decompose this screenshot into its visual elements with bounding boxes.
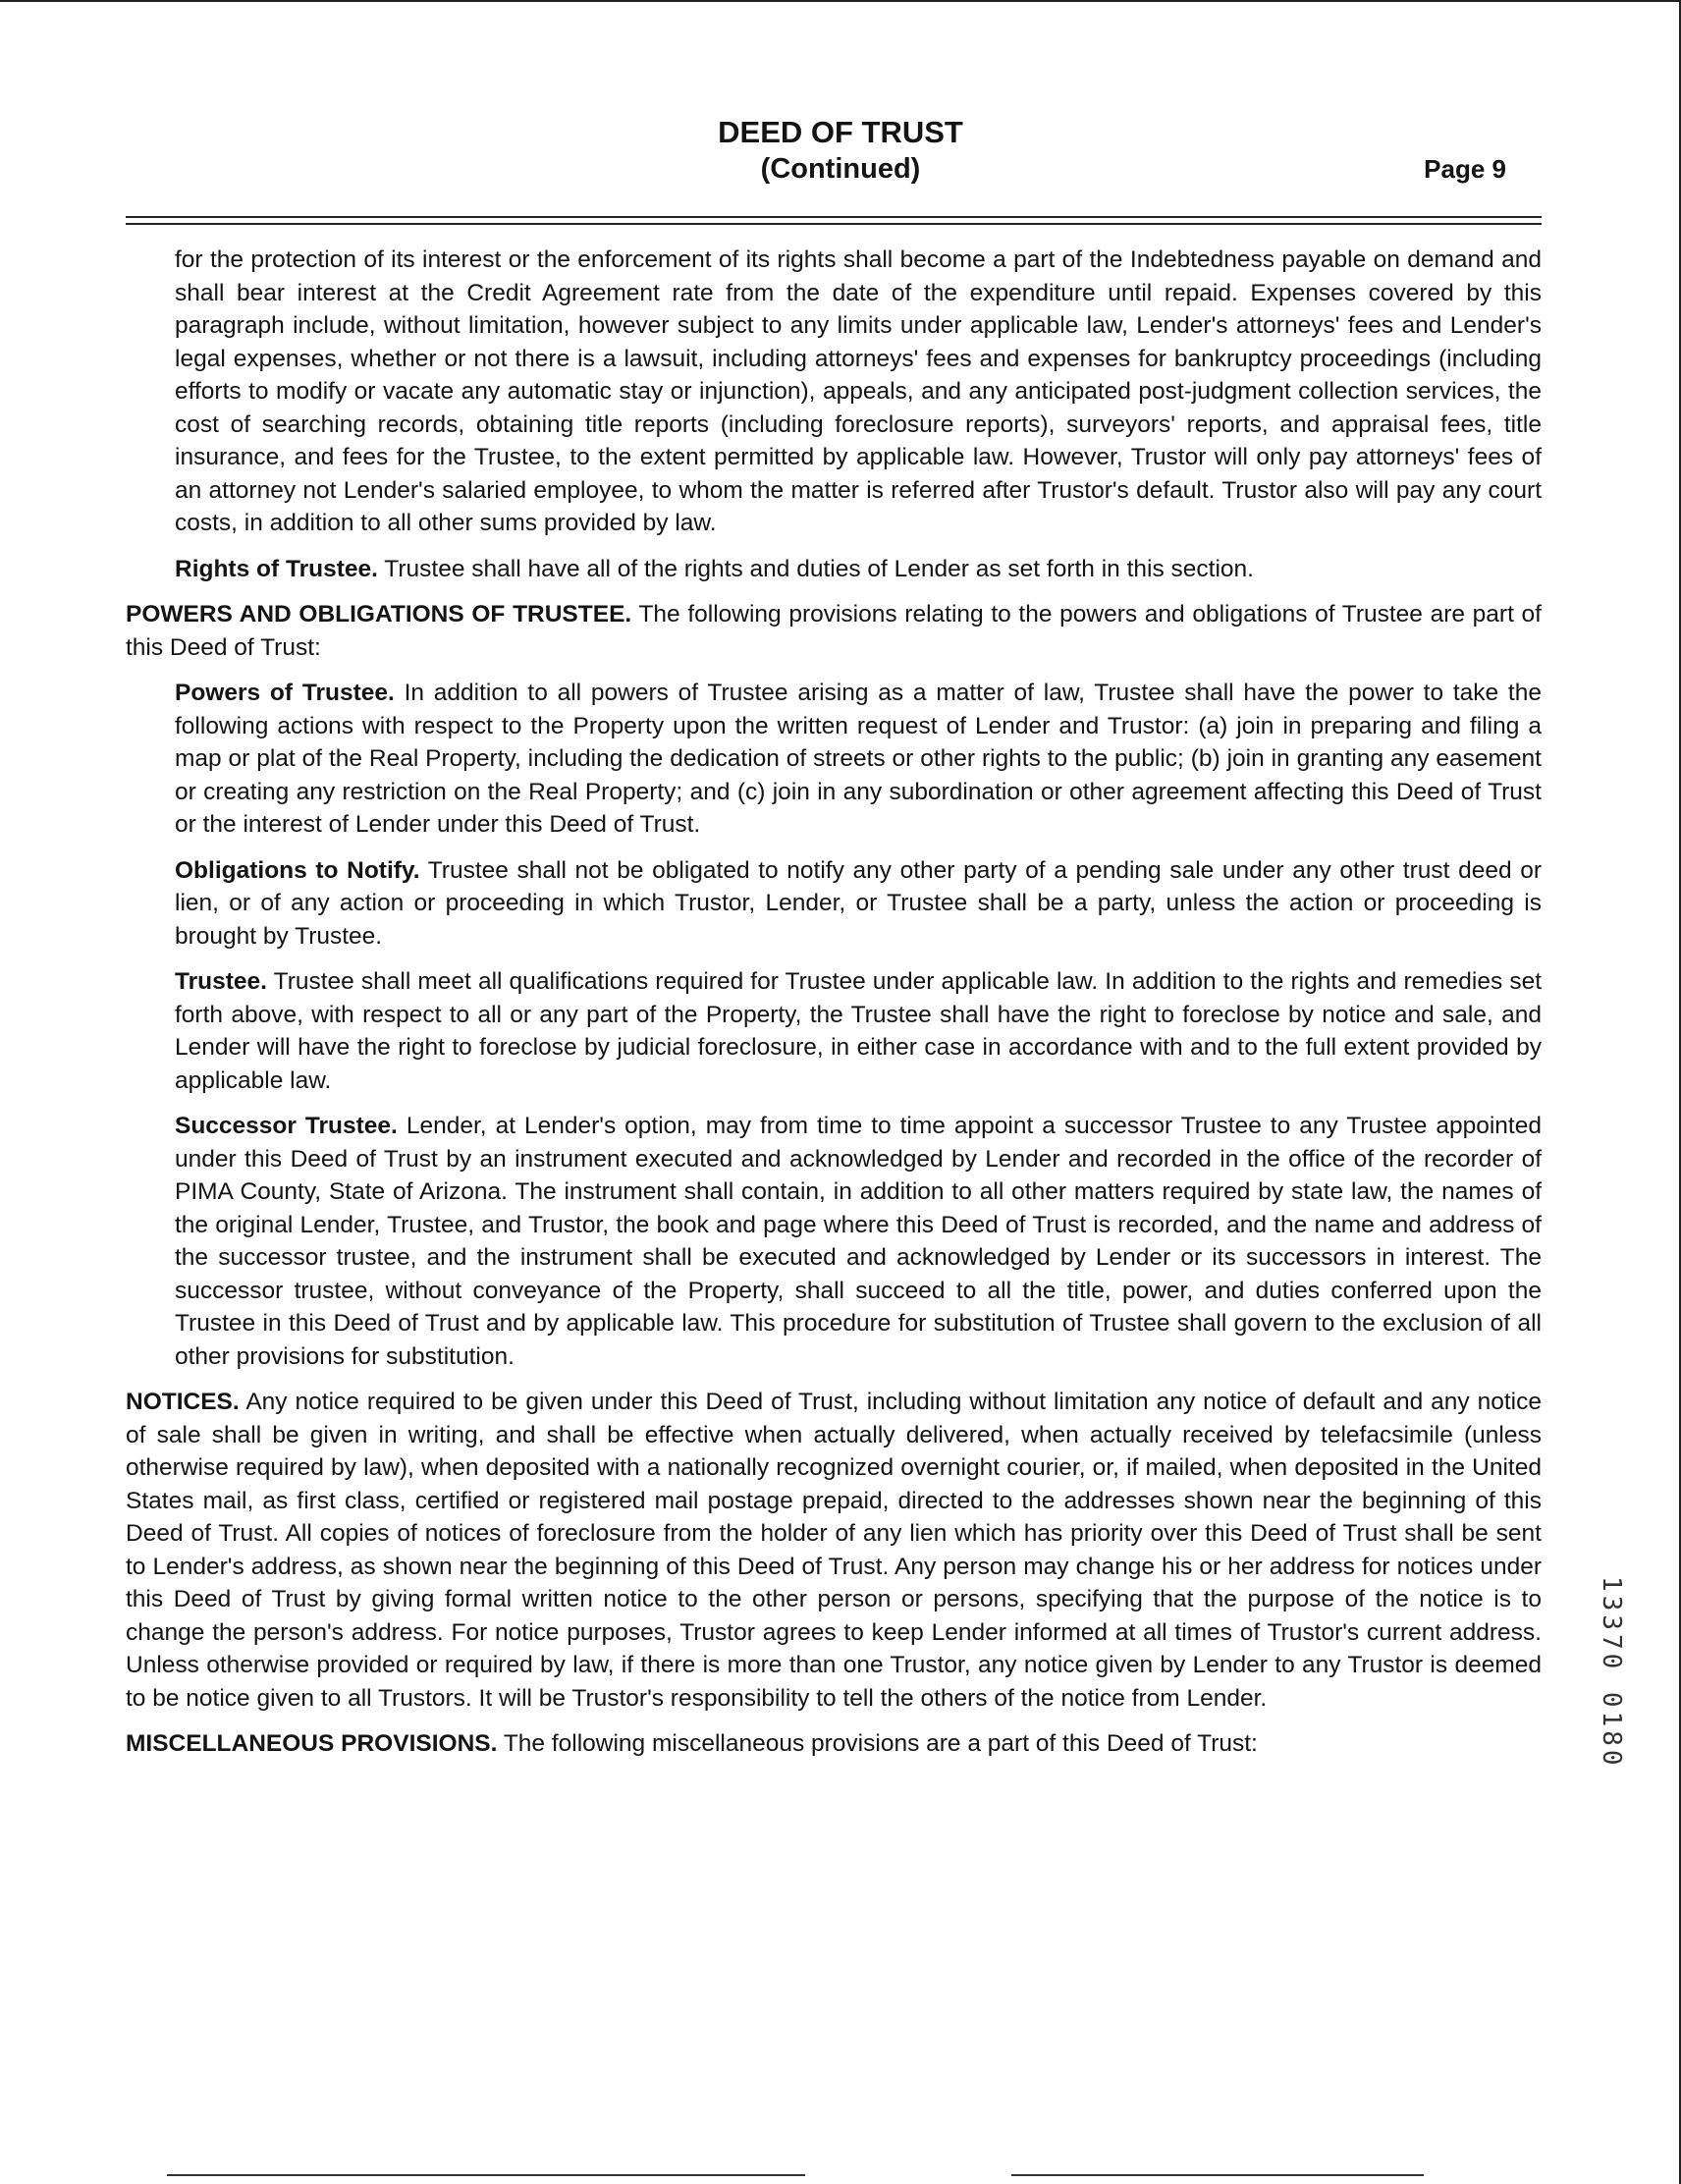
rights-of-trustee-text: Trustee shall have all of the rights and duties of Lender as set forth in this section. <box>384 555 1254 582</box>
powers-of-trustee-heading: Powers of Trustee. <box>175 680 395 706</box>
document-body <box>126 244 1542 1761</box>
section-notices <box>126 1386 1542 1715</box>
recording-number: 13370 0180 <box>1597 1576 1626 1770</box>
miscellaneous-heading: MISCELLANEOUS PROVISIONS. <box>126 1730 498 1757</box>
rights-of-trustee-heading: Rights of Trustee. <box>175 555 378 582</box>
header-rule-bottom <box>126 223 1542 225</box>
document-title: DEED OF TRUST <box>718 115 963 149</box>
notices-text: Any notice required to be given under this Deed of Trust, including without limitation any notice of default and any notice of sale shall be given in writing, and shall be effective when actually delivered, when actually received by telefacsimile (unless otherwise required by law), when deposited with a nationally recognized overnight courier, or, if mailed, when deposited in the United States mail, as first class, certified or registered mail postage prepaid, directed to the addresses shown near the beginning of this Deed of Trust. All copies of notices of foreclosure from the holder of any lien which has priority over this Deed of Trust shall be sent to Lender's address, as shown near the beginning of this Deed of Trust. Any person may change his or her address for notices under this Deed of Trust by giving formal written notice to the other person or persons, specifying that the purpose of the notice is to change the person's address. For notice purposes, Trustor agrees to keep Lender informed at all times of Trustor's current address. Unless otherwise provided or required by law, if there is more than one Trustor, any notice given by Lender to any Trustor is deemed to be notice given to all Trustors. It will be Trustor's responsibility to tell the others of the notice from Lender. <box>126 1389 1543 1712</box>
section-miscellaneous <box>126 1727 1542 1761</box>
successor-trustee-text: Lender, at Lender's option, may from time to time appoint a successor Trustee to any Trustee appointed under this Deed of Trust by an instrument executed and acknowledged by Lender and recorded in the office of the recorder of PIMA County, State of Arizona. The instrument shall contain, in addition to all other matters required by state law, the names of the original Lender, Trustee, and Trustor, the book and page where this Deed of Trust is recorded, and the name and address of the successor trustee, and the instrument shall be executed and acknowledged by Lender or its successors in interest. The successor trustee, without conveyance of the Property, shall succeed to all the title, power, and duties conferred upon the Trustee in this Deed of Trust and by applicable law. This procedure for substitution of Trustee shall govern to the exclusion of all other provisions for substitution. <box>175 1113 1542 1370</box>
paragraph-expenses: for the protection of its interest or the enforcement of its rights shall become a part of the Indebtedness payable on demand and shall bear interest at the Credit Agreement rate from the date of the expenditure until repaid. Expenses covered by this paragraph include, without limitation, however subject to any limits under applicable law, Lender's attorneys' fees and Lender's legal expenses, whether or not there is a lawsuit, including attorneys' fees and expenses for bankruptcy proceedings (including efforts to modify or vacate any automatic stay or injunction), appeals, and any anticipated post-judgment collection services, the cost of searching records, obtaining title reports (including foreclosure reports), surveyors' reports, and appraisal fees, title insurance, and fees for the Trustee, to the extent permitted by applicable law. However, Trustor will only pay attorneys' fees of an attorney not Lender's salaried employee, to whom the matter is referred after Trustor's default. Trustor also will pay any court costs, in addition to all other sums provided by law. <box>175 246 1542 536</box>
page-border-top <box>0 0 1681 2</box>
section-powers-and-obligations <box>126 598 1542 664</box>
page-number: Page 9 <box>1424 154 1506 184</box>
obligations-to-notify-heading: Obligations to Notify. <box>175 856 420 884</box>
paragraph-obligations-to-notify <box>175 854 1542 954</box>
obligations-to-notify-text: Trustee shall not be obligated to notify any other party of a pending sale under any other trust deed or lien, or of any action or proceeding in which Trustor, Lender, or Trustee shall be a party, unless the action or proceeding is brought by Trustee. <box>175 856 1542 950</box>
paragraph-powers-of-trustee <box>175 677 1542 842</box>
powers-obligations-heading: POWERS AND OBLIGATIONS OF TRUSTEE. <box>126 601 632 628</box>
miscellaneous-text: The following miscellaneous provisions are a part of this Deed of Trust: <box>503 1730 1258 1757</box>
powers-of-trustee-text: In addition to all powers of Trustee arising as a matter of law, Trustee shall have the power to take the following actions with respect to the Property upon the written request of Lender and Trustor: (a) join in preparing and filing a map or plat of the Real Property, including the dedication of streets or other rights to the public; (b) join in granting any easement or creating any restriction on the Real Property; and (c) join in any subordination or other agreement affecting this Deed of Trust or the interest of Lender under this Deed of Trust. <box>175 680 1542 838</box>
footer-line-right <box>1011 2174 1424 2176</box>
notices-heading: NOTICES. <box>126 1389 240 1415</box>
successor-trustee-heading: Successor Trustee. <box>175 1113 398 1139</box>
paragraph-trustee <box>175 965 1542 1097</box>
powers-obligations-text: The following provisions relating to the powers and obligations of Trustee are part of this Deed of Trust: <box>126 601 1542 661</box>
document-subtitle: (Continued) <box>760 153 921 185</box>
trustee-text: Trustee shall meet all qualifications required for Trustee under applicable law. In addition to the rights and remedies set forth above, with respect to all or any part of the Property, the Trustee shall have the right to foreclose by notice and sale, and Lender will have the right to foreclose by judicial foreclosure, in either case in accordance with and to the full extent provided by applicable law. <box>175 968 1542 1094</box>
paragraph-successor-trustee <box>175 1110 1542 1373</box>
paragraph-rights-of-trustee <box>175 553 1542 586</box>
footer-line-left <box>167 2174 805 2176</box>
header-rule-top <box>126 216 1542 218</box>
trustee-heading: Trustee. <box>175 968 267 995</box>
